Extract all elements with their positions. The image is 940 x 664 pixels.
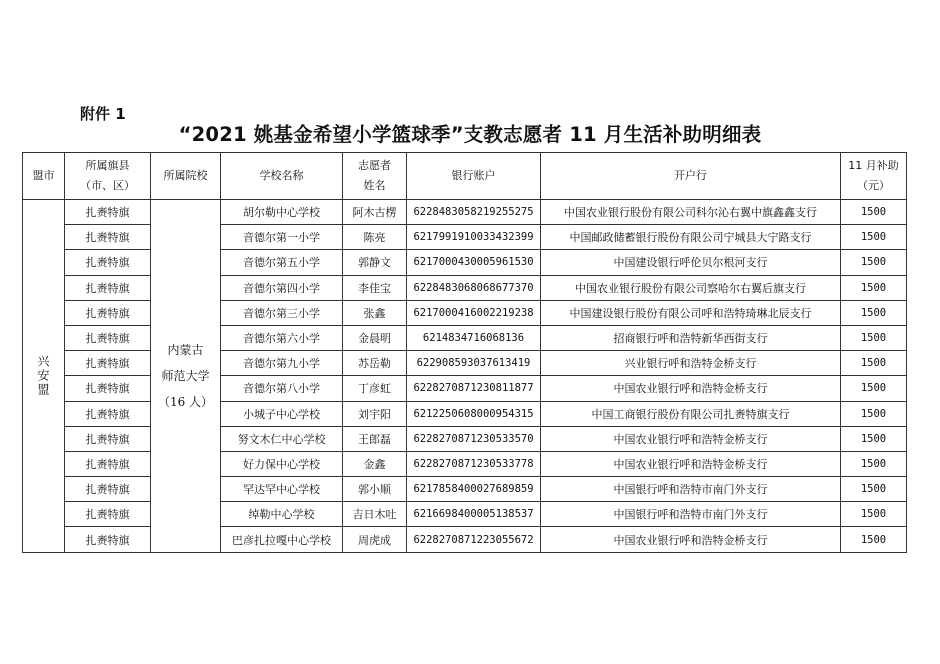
county-cell: 扎赉特旗 — [65, 250, 151, 275]
header-subsidy-line1: 11 月补助 — [848, 159, 899, 172]
account-cell: 6216698400005138537 — [407, 502, 541, 527]
volunteer-name-cell: 金晨明 — [343, 325, 407, 350]
county-cell: 扎赉特旗 — [65, 376, 151, 401]
volunteer-name-cell: 苏岳勒 — [343, 351, 407, 376]
account-cell: 6228483058219255275 — [407, 200, 541, 225]
volunteer-name-cell: 阿木古楞 — [343, 200, 407, 225]
account-cell: 6217000416002219238 — [407, 300, 541, 325]
amount-cell: 1500 — [841, 502, 907, 527]
account-cell: 6217000430005961530 — [407, 250, 541, 275]
volunteer-name-cell: 周虎成 — [343, 527, 407, 552]
table-row — [23, 200, 907, 225]
volunteer-name-cell: 李佳宝 — [343, 275, 407, 300]
county-cell: 扎赉特旗 — [65, 300, 151, 325]
account-cell: 6228270871230811877 — [407, 376, 541, 401]
school-cell: 音德尔第一小学 — [221, 225, 343, 250]
school-cell: 努文木仁中心学校 — [221, 426, 343, 451]
header-school: 学校名称 — [221, 153, 343, 200]
header-row — [23, 153, 907, 200]
county-cell: 扎赉特旗 — [65, 351, 151, 376]
amount-cell: 1500 — [841, 275, 907, 300]
school-cell: 音德尔第八小学 — [221, 376, 343, 401]
bank-cell: 中国邮政储蓄银行股份有限公司宁城县大宁路支行 — [541, 225, 841, 250]
account-cell: 6228270871230533778 — [407, 451, 541, 476]
college-line2: 师范大学 — [161, 368, 210, 383]
school-cell: 音德尔第九小学 — [221, 351, 343, 376]
county-cell: 扎赉特旗 — [65, 401, 151, 426]
header-college: 所属院校 — [151, 153, 221, 200]
amount-cell: 1500 — [841, 376, 907, 401]
bank-cell: 中国银行呼和浩特市南门外支行 — [541, 502, 841, 527]
school-cell: 巴彦扎拉嘎中心学校 — [221, 527, 343, 552]
header-volunteer — [343, 153, 407, 200]
attachment-label: 附件 1 — [80, 105, 126, 123]
school-cell: 罕达罕中心学校 — [221, 477, 343, 502]
header-volunteer-line2: 姓名 — [363, 179, 386, 192]
volunteer-name-cell: 金鑫 — [343, 451, 407, 476]
header-city: 盟市 — [23, 153, 65, 200]
bank-cell: 中国农业银行呼和浩特金桥支行 — [541, 376, 841, 401]
header-volunteer-line1: 志愿者 — [358, 159, 391, 172]
bank-cell: 中国农业银行呼和浩特金桥支行 — [541, 527, 841, 552]
college-line3: （16 人） — [157, 394, 214, 409]
account-cell: 622908593037613419 — [407, 351, 541, 376]
school-cell: 音德尔第三小学 — [221, 300, 343, 325]
amount-cell: 1500 — [841, 401, 907, 426]
bank-cell: 中国农业银行呼和浩特金桥支行 — [541, 451, 841, 476]
subsidy-table — [22, 152, 907, 553]
school-cell: 音德尔第四小学 — [221, 275, 343, 300]
volunteer-name-cell: 王郎磊 — [343, 426, 407, 451]
school-cell: 音德尔第五小学 — [221, 250, 343, 275]
school-cell: 胡尔勒中心学校 — [221, 200, 343, 225]
account-cell: 6228270871223055672 — [407, 527, 541, 552]
amount-cell: 1500 — [841, 351, 907, 376]
amount-cell: 1500 — [841, 527, 907, 552]
bank-cell: 招商银行呼和浩特新华西街支行 — [541, 325, 841, 350]
amount-cell: 1500 — [841, 200, 907, 225]
school-cell: 音德尔第六小学 — [221, 325, 343, 350]
amount-cell: 1500 — [841, 250, 907, 275]
county-cell: 扎赉特旗 — [65, 527, 151, 552]
amount-cell: 1500 — [841, 225, 907, 250]
volunteer-name-cell: 丁彦虹 — [343, 376, 407, 401]
account-cell: 6228270871230533570 — [407, 426, 541, 451]
header-county-line1: 所属旗县 — [85, 159, 130, 172]
county-cell: 扎赉特旗 — [65, 200, 151, 225]
amount-cell: 1500 — [841, 426, 907, 451]
volunteer-name-cell: 郭静文 — [343, 250, 407, 275]
header-subsidy-line2: （元） — [857, 179, 890, 192]
bank-cell: 中国建设银行股份有限公司呼和浩特琦琳北辰支行 — [541, 300, 841, 325]
county-cell: 扎赉特旗 — [65, 477, 151, 502]
volunteer-name-cell: 张鑫 — [343, 300, 407, 325]
county-cell: 扎赉特旗 — [65, 225, 151, 250]
amount-cell: 1500 — [841, 300, 907, 325]
volunteer-name-cell: 陈亮 — [343, 225, 407, 250]
school-cell: 小城子中心学校 — [221, 401, 343, 426]
county-cell: 扎赉特旗 — [65, 325, 151, 350]
page-title: “2021 姚基金希望小学篮球季”支教志愿者 11 月生活补助明细表 — [178, 123, 762, 146]
volunteer-name-cell: 郭小顺 — [343, 477, 407, 502]
header-subsidy — [841, 153, 907, 200]
county-cell: 扎赉特旗 — [65, 502, 151, 527]
volunteer-name-cell: 刘宇阳 — [343, 401, 407, 426]
header-account: 银行账户 — [407, 153, 541, 200]
volunteer-name-cell: 吉日木吐 — [343, 502, 407, 527]
bank-cell: 中国银行呼和浩特市南门外支行 — [541, 477, 841, 502]
county-cell: 扎赉特旗 — [65, 275, 151, 300]
bank-cell: 兴业银行呼和浩特金桥支行 — [541, 351, 841, 376]
bank-cell: 中国建设银行呼伦贝尔根河支行 — [541, 250, 841, 275]
school-cell: 绰勒中心学校 — [221, 502, 343, 527]
bank-cell: 中国工商银行股份有限公司扎赉特旗支行 — [541, 401, 841, 426]
amount-cell: 1500 — [841, 477, 907, 502]
bank-cell: 中国农业银行股份有限公司科尔沁右翼中旗鑫鑫支行 — [541, 200, 841, 225]
city-name: 兴安盟 — [36, 354, 50, 397]
amount-cell: 1500 — [841, 325, 907, 350]
college-line1: 内蒙古 — [167, 342, 204, 357]
account-cell: 6228483068068677370 — [407, 275, 541, 300]
city-cell — [23, 200, 65, 553]
school-cell: 好力保中心学校 — [221, 451, 343, 476]
college-cell — [151, 200, 221, 553]
bank-cell: 中国农业银行股份有限公司察哈尔右翼后旗支行 — [541, 275, 841, 300]
account-cell: 6212250608000954315 — [407, 401, 541, 426]
county-cell: 扎赉特旗 — [65, 451, 151, 476]
header-bank: 开户行 — [541, 153, 841, 200]
account-cell: 6217858400027689859 — [407, 477, 541, 502]
county-cell: 扎赉特旗 — [65, 426, 151, 451]
header-county — [65, 153, 151, 200]
bank-cell: 中国农业银行呼和浩特金桥支行 — [541, 426, 841, 451]
account-cell: 6214834716068136 — [407, 325, 541, 350]
amount-cell: 1500 — [841, 451, 907, 476]
header-county-line2: （市、区） — [80, 179, 135, 192]
account-cell: 6217991910033432399 — [407, 225, 541, 250]
